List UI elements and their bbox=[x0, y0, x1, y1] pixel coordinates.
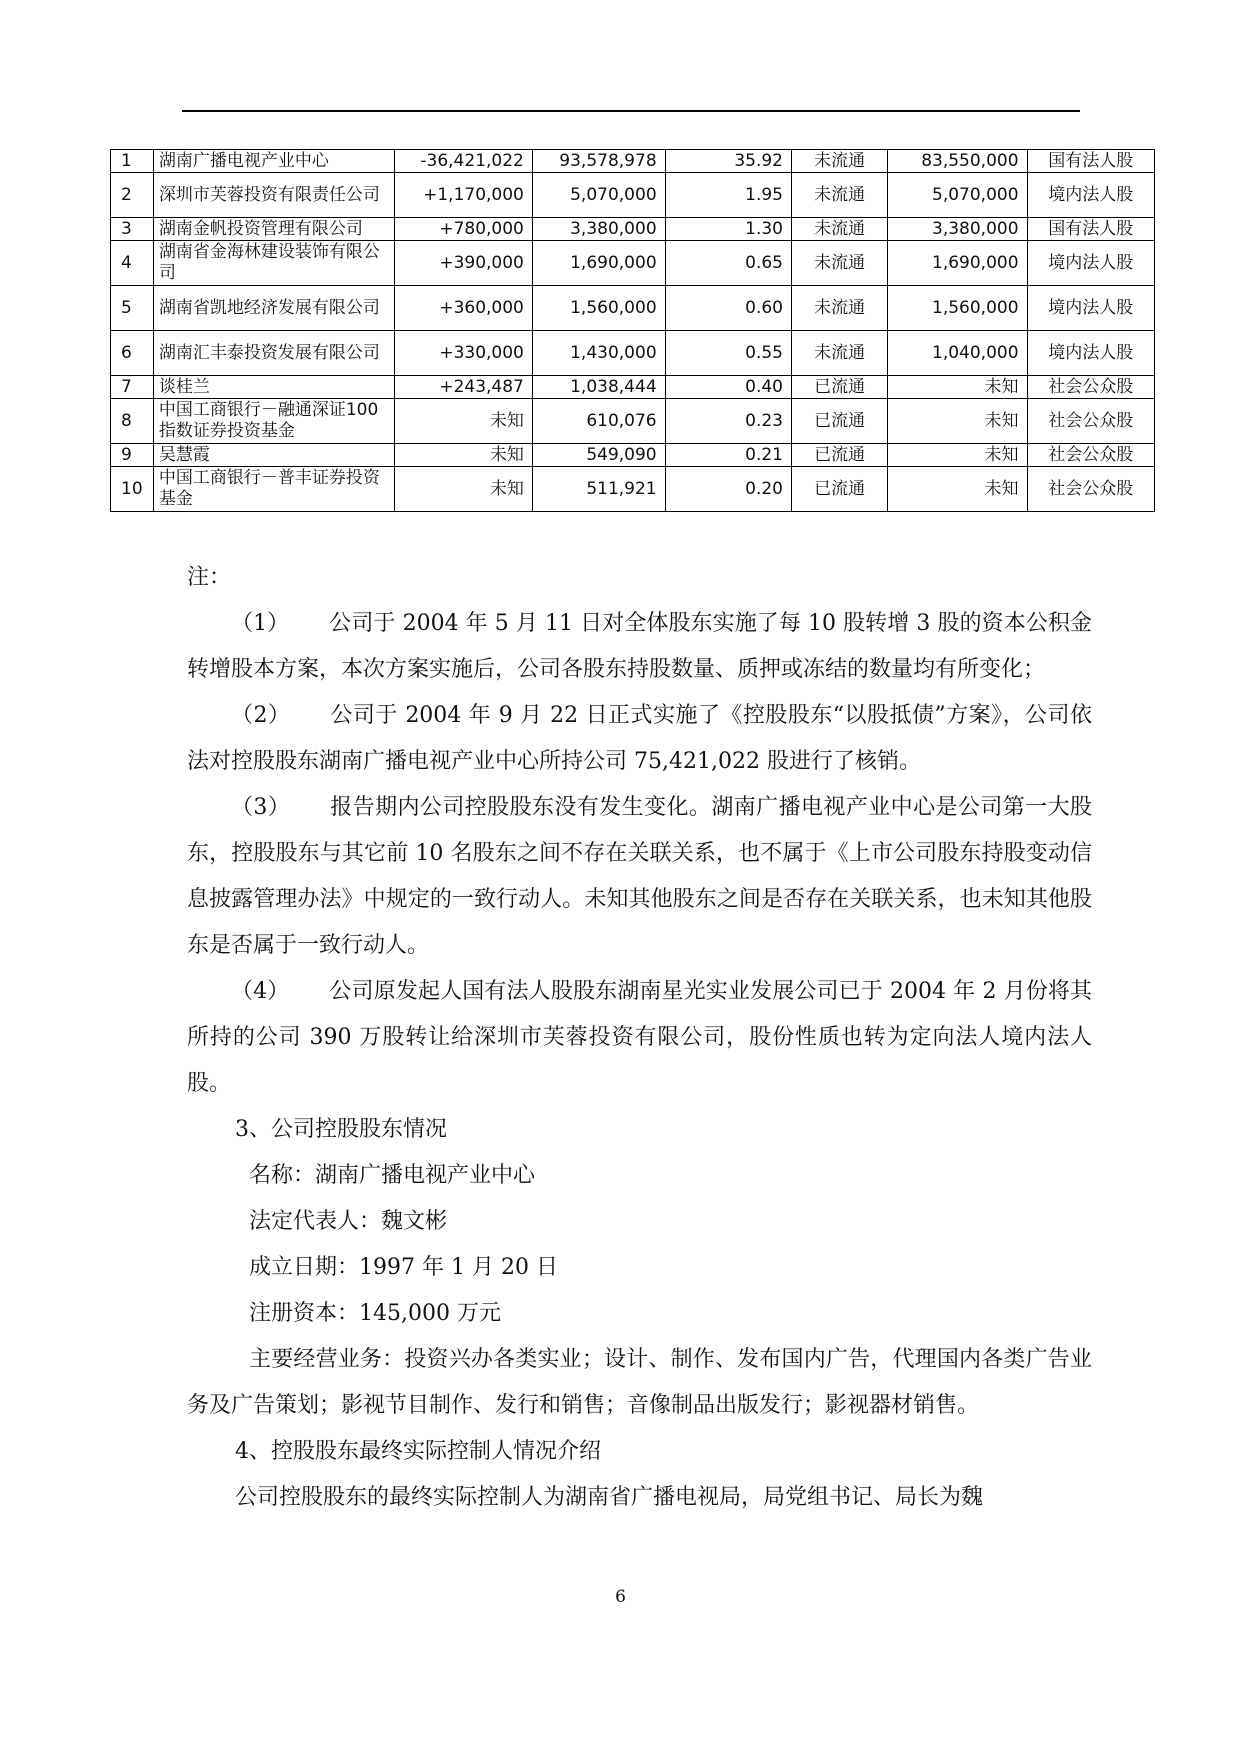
table-row bbox=[111, 331, 1155, 376]
section3-heading: 3、公司控股股东情况 bbox=[235, 1117, 447, 1142]
founded-date: 成立日期：1997 年 1 月 20 日 bbox=[249, 1255, 558, 1280]
main-business: 主要经营业务：投资兴办各类实业；设计、制作、发布国内广告，代理国内各类广告业务及广告策划；影视节目制作、发行和销售；音像制品出版发行；影视器材销售。 bbox=[187, 1347, 1092, 1418]
circulation-status: 已流通 bbox=[791, 376, 887, 399]
note-marker: （4） bbox=[231, 979, 290, 1004]
share-change: 未知 bbox=[394, 444, 532, 467]
pledged-shares: 83,550,000 bbox=[888, 150, 1027, 173]
share-change: +330,000 bbox=[394, 331, 532, 376]
registered-capital: 注册资本：145,000 万元 bbox=[249, 1301, 501, 1326]
top-shareholders-table bbox=[110, 149, 1155, 512]
share-percent: 0.40 bbox=[665, 376, 791, 399]
table-row bbox=[111, 173, 1155, 218]
row-index: 9 bbox=[111, 444, 154, 467]
circulation-status: 已流通 bbox=[791, 399, 887, 444]
note-marker: （3） bbox=[231, 795, 291, 820]
circulation-status: 未流通 bbox=[791, 286, 887, 331]
note-marker: （2） bbox=[231, 703, 291, 728]
holder-name: 深圳市芙蓉投资有限责任公司 bbox=[153, 173, 394, 218]
share-nature: 国有法人股 bbox=[1027, 218, 1154, 241]
pledged-shares: 1,690,000 bbox=[888, 241, 1027, 286]
note-item bbox=[187, 601, 1092, 693]
table-row bbox=[111, 218, 1155, 241]
holder-name: 湖南省凯地经济发展有限公司 bbox=[153, 286, 394, 331]
table-row bbox=[111, 376, 1155, 399]
holder-name: 湖南省金海林建设装饰有限公司 bbox=[153, 241, 394, 286]
shares-held: 93,578,978 bbox=[532, 150, 665, 173]
row-index: 7 bbox=[111, 376, 154, 399]
row-index: 3 bbox=[111, 218, 154, 241]
share-change: 未知 bbox=[394, 399, 532, 444]
holder-name: 湖南广播电视产业中心 bbox=[153, 150, 394, 173]
share-nature: 社会公众股 bbox=[1027, 376, 1154, 399]
table-row bbox=[111, 150, 1155, 173]
share-percent: 35.92 bbox=[665, 150, 791, 173]
holder-name: 吴慧霞 bbox=[153, 444, 394, 467]
share-nature: 社会公众股 bbox=[1027, 444, 1154, 467]
row-index: 2 bbox=[111, 173, 154, 218]
pledged-shares: 未知 bbox=[888, 444, 1027, 467]
note-item bbox=[187, 693, 1092, 785]
share-percent: 0.60 bbox=[665, 286, 791, 331]
shares-held: 549,090 bbox=[532, 444, 665, 467]
row-index: 8 bbox=[111, 399, 154, 444]
note-item bbox=[187, 785, 1092, 969]
share-percent: 0.55 bbox=[665, 331, 791, 376]
note-text: 公司于 2004 年 9 月 22 日正式实施了《控股股东“以股抵债”方案》，公司依法对控股股东湖南广播电视产业中心所持公司 75,421,022 股进行了核销。 bbox=[187, 703, 1092, 774]
table-row bbox=[111, 286, 1155, 331]
controller-name: 名称：湖南广播电视产业中心 bbox=[249, 1163, 536, 1188]
circulation-status: 未流通 bbox=[791, 218, 887, 241]
circulation-status: 已流通 bbox=[791, 444, 887, 467]
shares-held: 511,921 bbox=[532, 467, 665, 512]
section4-heading: 4、控股股东最终实际控制人情况介绍 bbox=[235, 1439, 601, 1464]
share-change: +390,000 bbox=[394, 241, 532, 286]
share-nature: 社会公众股 bbox=[1027, 467, 1154, 512]
share-nature: 国有法人股 bbox=[1027, 150, 1154, 173]
row-index: 4 bbox=[111, 241, 154, 286]
share-percent: 0.20 bbox=[665, 467, 791, 512]
holder-name: 中国工商银行－普丰证券投资基金 bbox=[153, 467, 394, 512]
pledged-shares: 未知 bbox=[888, 467, 1027, 512]
pledged-shares: 未知 bbox=[888, 399, 1027, 444]
section4-text: 公司控股股东的最终实际控制人为湖南省广播电视局，局党组书记、局长为魏 bbox=[235, 1485, 984, 1510]
notes-body bbox=[187, 555, 1092, 1521]
note-marker: （1） bbox=[231, 611, 290, 636]
shares-held: 1,430,000 bbox=[532, 331, 665, 376]
holder-name: 湖南汇丰泰投资发展有限公司 bbox=[153, 331, 394, 376]
shares-held: 1,038,444 bbox=[532, 376, 665, 399]
row-index: 1 bbox=[111, 150, 154, 173]
circulation-status: 未流通 bbox=[791, 241, 887, 286]
table-row bbox=[111, 444, 1155, 467]
row-index: 6 bbox=[111, 331, 154, 376]
table-row bbox=[111, 399, 1155, 444]
header-rule bbox=[182, 110, 1080, 112]
pledged-shares: 1,040,000 bbox=[888, 331, 1027, 376]
row-index: 10 bbox=[111, 467, 154, 512]
share-change: +360,000 bbox=[394, 286, 532, 331]
circulation-status: 已流通 bbox=[791, 467, 887, 512]
share-nature: 境内法人股 bbox=[1027, 173, 1154, 218]
share-change: +1,170,000 bbox=[394, 173, 532, 218]
circulation-status: 未流通 bbox=[791, 173, 887, 218]
table-row bbox=[111, 467, 1155, 512]
holder-name: 中国工商银行－融通深证100指数证券投资基金 bbox=[153, 399, 394, 444]
share-change: -36,421,022 bbox=[394, 150, 532, 173]
pledged-shares: 3,380,000 bbox=[888, 218, 1027, 241]
share-percent: 0.23 bbox=[665, 399, 791, 444]
table-row bbox=[111, 241, 1155, 286]
note-text: 公司原发起人国有法人股股东湖南星光实业发展公司已于 2004 年 2 月份将其所持的公司 390 万股转让给深圳市芙蓉投资有限公司，股份性质也转为定向法人境内法人股。 bbox=[187, 979, 1092, 1096]
share-percent: 1.30 bbox=[665, 218, 791, 241]
share-nature: 境内法人股 bbox=[1027, 331, 1154, 376]
holder-name: 湖南金帆投资管理有限公司 bbox=[153, 218, 394, 241]
share-percent: 1.95 bbox=[665, 173, 791, 218]
note-text: 报告期内公司控股股东没有发生变化。湖南广播电视产业中心是公司第一大股东，控股股东与其它前 10 名股东之间不存在关联关系，也不属于《上市公司股东持股变动信息披露管理办法》中规定的一致行动人。未知其他股东之间是否存在关联关系，也未知其他股东是否属于一致行动人。 bbox=[187, 795, 1092, 958]
page-number: 6 bbox=[615, 1587, 626, 1607]
legal-representative: 法定代表人：魏文彬 bbox=[249, 1209, 448, 1234]
circulation-status: 未流通 bbox=[791, 150, 887, 173]
holder-name: 谈桂兰 bbox=[153, 376, 394, 399]
share-percent: 0.65 bbox=[665, 241, 791, 286]
circulation-status: 未流通 bbox=[791, 331, 887, 376]
pledged-shares: 5,070,000 bbox=[888, 173, 1027, 218]
shares-held: 1,690,000 bbox=[532, 241, 665, 286]
pledged-shares: 1,560,000 bbox=[888, 286, 1027, 331]
pledged-shares: 未知 bbox=[888, 376, 1027, 399]
share-change: 未知 bbox=[394, 467, 532, 512]
share-change: +780,000 bbox=[394, 218, 532, 241]
shares-held: 5,070,000 bbox=[532, 173, 665, 218]
shares-held: 610,076 bbox=[532, 399, 665, 444]
note-text: 公司于 2004 年 5 月 11 日对全体股东实施了每 10 股转增 3 股的资本公积金转增股本方案，本次方案实施后，公司各股东持股数量、质押或冻结的数量均有所变化； bbox=[187, 611, 1092, 682]
share-percent: 0.21 bbox=[665, 444, 791, 467]
note-item bbox=[187, 969, 1092, 1107]
share-nature: 境内法人股 bbox=[1027, 286, 1154, 331]
share-change: +243,487 bbox=[394, 376, 532, 399]
shares-held: 3,380,000 bbox=[532, 218, 665, 241]
share-nature: 社会公众股 bbox=[1027, 399, 1154, 444]
row-index: 5 bbox=[111, 286, 154, 331]
share-nature: 境内法人股 bbox=[1027, 241, 1154, 286]
notes-heading: 注： bbox=[187, 565, 232, 590]
shares-held: 1,560,000 bbox=[532, 286, 665, 331]
